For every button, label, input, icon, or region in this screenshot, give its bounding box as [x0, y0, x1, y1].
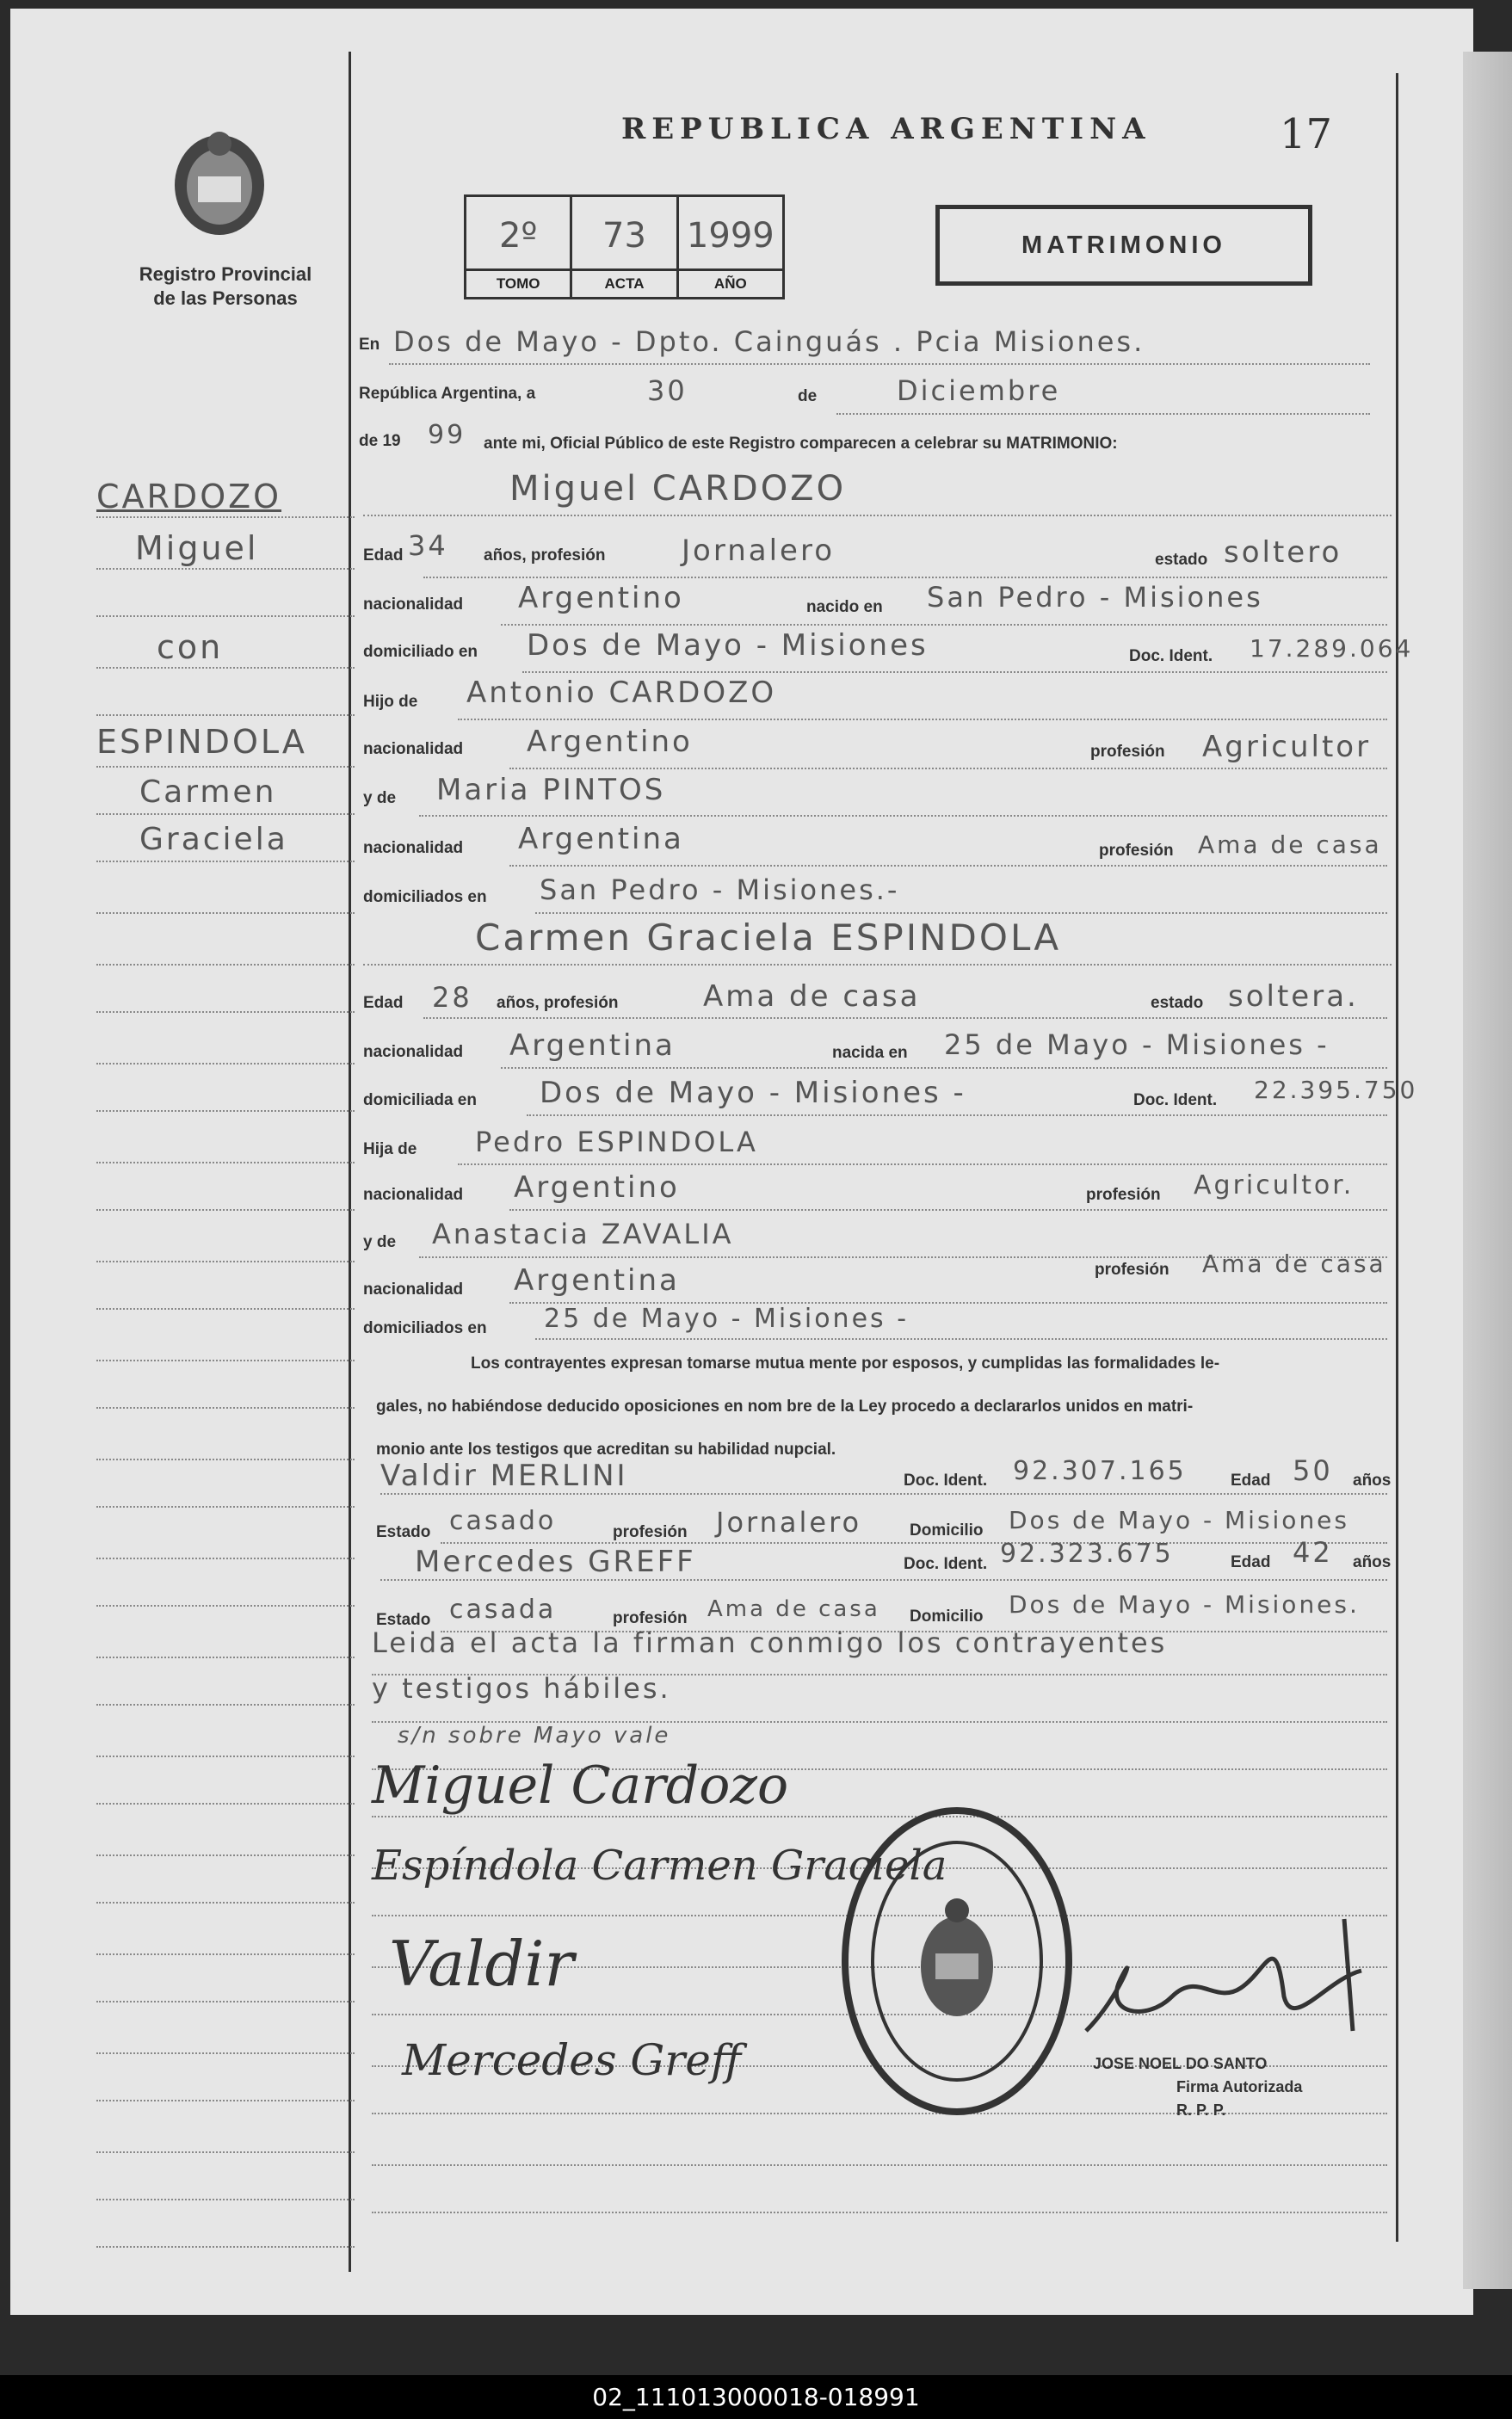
margin-rule [96, 1756, 355, 1757]
bride-mother-nationality: Argentina [514, 1263, 680, 1298]
field-rule [535, 912, 1387, 914]
bride-profession: Ama de casa [703, 979, 921, 1014]
edad-label: Edad [1231, 1472, 1271, 1490]
field-rule [501, 1067, 1387, 1069]
y-de-label: y de [363, 1233, 397, 1251]
signature-bride: Espíndola Carmen Graciela [372, 1842, 947, 1890]
estado-label: Estado [376, 1611, 431, 1629]
margin-rule [96, 1063, 355, 1064]
margin-rule [96, 1162, 355, 1163]
margin-rule [96, 1558, 355, 1559]
bride-father-nationality: Argentino [514, 1170, 680, 1205]
field-rule [389, 363, 1370, 365]
registry-name [109, 262, 342, 311]
nacionalidad-label: nacionalidad [363, 595, 464, 614]
margin-rule [96, 714, 355, 716]
tomo-label: TOMO [466, 268, 570, 297]
bride-parents-domicile: 25 de Mayo - Misiones - [544, 1304, 910, 1334]
field-rule [363, 964, 1392, 966]
bride-full-name: Carmen Graciela ESPINDOLA [475, 916, 1062, 959]
margin-rule [96, 1506, 355, 1508]
edad-label: Edad [363, 994, 404, 1012]
groom-parents-domicile: San Pedro - Misiones.- [540, 873, 900, 906]
margin-rule [96, 1605, 355, 1607]
field-rule [419, 815, 1387, 817]
groom-birthplace: San Pedro - Misiones [927, 581, 1263, 614]
field-rule [423, 1017, 1387, 1019]
margin-rule [96, 912, 355, 914]
page-number: 17 [1280, 110, 1333, 158]
estado-label: Estado [376, 1523, 431, 1541]
bride-age: 28 [432, 981, 472, 1014]
domiciliados-label: domiciliados en [363, 1319, 487, 1337]
margin-rule [96, 1308, 355, 1310]
signature-groom: Miguel Cardozo [372, 1756, 789, 1816]
witness2-doc: 92.323.675 [1000, 1539, 1174, 1569]
year-prefix: de 19 [359, 432, 401, 450]
field-rule [836, 413, 1370, 415]
margin-rule [96, 2001, 355, 2002]
field-rule [372, 2164, 1387, 2166]
groom-mother: Maria PINTOS [436, 773, 666, 807]
margin-rule [96, 2151, 355, 2153]
anos-label: años [1353, 1553, 1392, 1571]
year-suffix: 99 [428, 420, 466, 450]
witness1-age: 50 [1293, 1454, 1333, 1487]
margin-rule [96, 964, 355, 966]
nacionalidad-label: nacionalidad [363, 1280, 464, 1299]
nacionalidad-label: nacionalidad [363, 740, 464, 758]
bride-birthplace: 25 de Mayo - Misiones - [944, 1028, 1330, 1061]
field-rule [372, 2212, 1387, 2213]
bride-father-profession: Agricultor. [1194, 1170, 1355, 1200]
official-name: JOSE NOEL DO SANTO [1093, 2055, 1268, 2072]
official-title: Firma Autorizada [1176, 2078, 1303, 2095]
witness2-status: casada [449, 1595, 557, 1625]
witness1-status: casado [449, 1506, 557, 1536]
groom-full-name: Miguel CARDOZO [509, 469, 847, 509]
en-label: En [359, 336, 380, 354]
acta-label: ACTA [572, 268, 676, 297]
groom-age: 34 [408, 529, 448, 562]
witness2-age: 42 [1293, 1536, 1333, 1569]
margin-rule [96, 2052, 355, 2054]
marriage-month: Diciembre [897, 374, 1061, 407]
groom-father-nationality: Argentino [527, 725, 693, 759]
anos-profesion-label: años, profesión [497, 994, 619, 1012]
doc-ident-label: Doc. Ident. [1133, 1091, 1218, 1109]
profesion-label: profesión [1099, 842, 1174, 860]
marriage-day: 30 [647, 374, 688, 407]
margin-rule [96, 2246, 355, 2248]
nacionalidad-label: nacionalidad [363, 1186, 464, 1204]
groom-father-profession: Agricultor [1202, 730, 1372, 764]
domiciliada-label: domiciliada en [363, 1091, 477, 1109]
margin-rule [96, 615, 355, 617]
groom-mother-profession: Ama de casa [1198, 830, 1382, 859]
declaration-line-3: monio ante los testigos que acreditan su habilidad nupcial. [376, 1441, 836, 1459]
declaration-paragraph [376, 1342, 1400, 1472]
margin-bride-surname: ESPINDOLA [96, 723, 307, 761]
y-de-label: y de [363, 789, 397, 807]
ano-label: AÑO [679, 268, 782, 297]
bride-father: Pedro ESPINDOLA [475, 1126, 758, 1158]
margin-rule [96, 1657, 355, 1658]
correction-note: s/n sobre Mayo vale [398, 1723, 671, 1749]
field-rule [458, 1163, 1387, 1165]
witness1-doc: 92.307.165 [1013, 1456, 1187, 1486]
file-id: 02_111013000018-018991 [592, 2383, 920, 2411]
nacionalidad-label: nacionalidad [363, 1043, 464, 1061]
acta-cell [572, 197, 678, 297]
domiciliado-label: domiciliado en [363, 643, 478, 661]
ano-value: 1999 [686, 216, 775, 256]
official-stamp-icon [836, 1803, 1077, 2120]
field-rule [527, 1114, 1387, 1116]
margin-rule [96, 568, 355, 570]
signature-witness-2: Mercedes Greff [402, 2035, 742, 2085]
field-rule [509, 865, 1387, 867]
estado-label: estado [1151, 994, 1204, 1012]
margin-rule [96, 2100, 355, 2101]
profesion-label: profesión [1086, 1186, 1161, 1204]
republica-label: República Argentina, a [359, 385, 536, 403]
nacida-label: nacida en [832, 1044, 908, 1062]
margin-rule [96, 1110, 355, 1112]
ano-cell [679, 197, 782, 297]
witness1-profession: Jornalero [716, 1506, 862, 1539]
margin-rule [96, 1011, 355, 1013]
field-rule [380, 1579, 1387, 1581]
de-label: de [798, 387, 818, 405]
acta-value: 73 [602, 216, 646, 256]
witness2-profession: Ama de casa [707, 1596, 880, 1622]
groom-domicile: Dos de Mayo - Misiones [527, 628, 929, 663]
file-id-bar [0, 2375, 1512, 2419]
margin-con: con [157, 628, 224, 666]
bride-mother-profession: Ama de casa [1202, 1250, 1386, 1278]
margin-rule [96, 1209, 355, 1211]
official-signature-icon [1069, 1893, 1396, 2065]
margin-rule [96, 766, 355, 768]
field-rule [501, 624, 1387, 626]
margin-rule [96, 1854, 355, 1856]
margin-rule [96, 516, 355, 518]
nacionalidad-label: nacionalidad [363, 839, 464, 857]
groom-status: soltero [1224, 535, 1342, 570]
anos-label: años [1353, 1472, 1392, 1490]
record-type-box: MATRIMONIO [935, 205, 1312, 286]
bride-doc: 22.395.750 [1254, 1076, 1418, 1104]
margin-rule [96, 1953, 355, 1955]
closing-line-2: y testigos hábiles. [372, 1672, 671, 1705]
witness1-domicile: Dos de Mayo - Misiones [1009, 1506, 1349, 1534]
coat-of-arms-icon [168, 125, 271, 241]
profesion-label: profesión [613, 1523, 688, 1541]
profesion-label: profesión [1095, 1261, 1169, 1279]
field-rule [423, 577, 1387, 578]
edad-label: Edad [1231, 1553, 1271, 1571]
signature-witness-1: Valdir [389, 1928, 574, 2000]
edad-label: Edad [363, 546, 404, 565]
doc-ident-label: Doc. Ident. [1129, 647, 1213, 665]
witness2-domicile: Dos de Mayo - Misiones. [1009, 1590, 1360, 1619]
profesion-label: profesión [1090, 743, 1165, 761]
margin-rule [96, 1261, 355, 1262]
witness1-name: Valdir MERLINI [380, 1459, 628, 1493]
field-rule [458, 719, 1387, 720]
margin-rule [96, 1803, 355, 1805]
bride-nationality: Argentina [509, 1028, 676, 1063]
right-margin-line [1396, 73, 1398, 2242]
field-rule [509, 1209, 1387, 1211]
declaration-line-1: Los contrayentes expresan tomarse mutua mente por esposos, y cumplidas las formalidades le- [471, 1355, 1220, 1373]
document-page [10, 9, 1473, 2315]
groom-father: Antonio CARDOZO [466, 676, 777, 710]
closing-line-1: Leida el acta la firman conmigo los contrayentes [372, 1626, 1168, 1659]
margin-groom-name: Miguel [135, 529, 259, 567]
official-org: R. P. P. [1176, 2101, 1226, 2119]
groom-doc: 17.289.064 [1250, 634, 1414, 663]
field-rule [535, 1338, 1387, 1340]
margin-rule [96, 667, 355, 669]
registry-line-1: Registro Provincial [139, 263, 312, 285]
bride-mother: Anastacia ZAVALIA [432, 1218, 734, 1250]
declaration-line-2: gales, no habiéndose deducido oposiciones en nom bre de la Ley procedo a declararlos unidos en matri- [376, 1398, 1194, 1416]
margin-rule [96, 861, 355, 862]
intro-statement: ante mi, Oficial Público de este Registro comparecen a celebrar su MATRIMONIO: [484, 435, 1118, 453]
field-rule [441, 1542, 1387, 1544]
country-title: REPUBLICA ARGENTINA [621, 112, 1151, 146]
groom-mother-nationality: Argentina [518, 822, 684, 856]
margin-rule [96, 1360, 355, 1361]
tomo-cell [466, 197, 572, 297]
marriage-place: Dos de Mayo - Dpto. Cainguás . Pcia Misiones. [393, 325, 1145, 358]
domicilio-label: Domicilio [910, 1521, 984, 1540]
margin-rule [96, 1459, 355, 1460]
margin-bride-name-2: Graciela [139, 822, 288, 857]
witness2-name: Mercedes GREFF [415, 1545, 696, 1579]
domicilio-label: Domicilio [910, 1608, 984, 1626]
tomo-acta-ano-table [464, 194, 785, 299]
groom-nationality: Argentino [518, 581, 684, 615]
margin-rule [96, 1407, 355, 1409]
margin-rule [96, 813, 355, 815]
tomo-value: 2º [499, 216, 538, 256]
doc-ident-label: Doc. Ident. [904, 1472, 988, 1490]
nacido-label: nacido en [806, 598, 883, 616]
field-rule [380, 1493, 1387, 1495]
anos-profesion-label: años, profesión [484, 546, 606, 565]
page-edge [1463, 52, 1512, 2289]
bride-domicile: Dos de Mayo - Misiones - [540, 1076, 966, 1110]
margin-bride-name-1: Carmen [139, 774, 277, 810]
doc-ident-label: Doc. Ident. [904, 1555, 988, 1573]
registry-line-2: de las Personas [153, 287, 298, 309]
margin-rule [96, 2199, 355, 2200]
bride-status: soltera. [1228, 979, 1359, 1014]
estado-label: estado [1155, 551, 1208, 569]
margin-rule [96, 1902, 355, 1904]
field-rule [363, 515, 1392, 516]
margin-rule [96, 1704, 355, 1706]
groom-profession: Jornalero [682, 534, 835, 568]
profesion-label: profesión [613, 1609, 688, 1627]
hijo-label: Hijo de [363, 693, 418, 711]
hija-label: Hija de [363, 1140, 417, 1158]
field-rule [509, 768, 1387, 769]
domiciliados-label: domiciliados en [363, 888, 487, 906]
margin-groom-surname: CARDOZO [96, 478, 282, 515]
field-rule [522, 671, 1387, 673]
